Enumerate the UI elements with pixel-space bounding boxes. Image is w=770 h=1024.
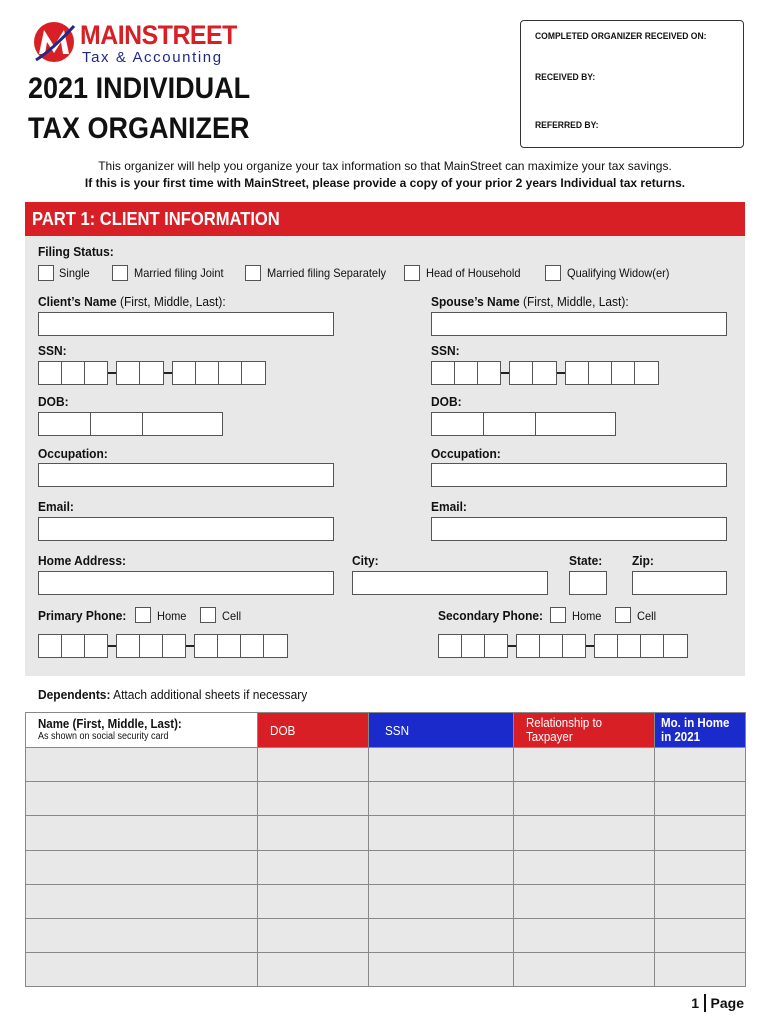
secondary-phone-home-label: Home bbox=[572, 609, 602, 623]
dependent-months-cell[interactable] bbox=[655, 884, 746, 918]
dependent-dob-cell[interactable] bbox=[258, 884, 369, 918]
primary-phone-cell-label: Cell bbox=[222, 609, 242, 623]
dependent-relationship-cell[interactable] bbox=[514, 782, 655, 816]
spouse-occupation-label: Occupation: bbox=[431, 446, 501, 461]
filing-single-checkbox[interactable] bbox=[38, 265, 54, 281]
table-row bbox=[26, 953, 746, 987]
dependent-months-cell[interactable] bbox=[655, 748, 746, 782]
client-email-input[interactable] bbox=[38, 517, 334, 541]
filing-qualifying-widow-label: Qualifying Widow(er) bbox=[567, 266, 670, 280]
mainstreet-logo-icon bbox=[30, 20, 78, 64]
secondary-phone-home-checkbox[interactable] bbox=[550, 607, 566, 623]
client-dob-input[interactable] bbox=[38, 412, 223, 436]
part1-heading: PART 1: CLIENT INFORMATION bbox=[25, 202, 745, 236]
dependent-ssn-cell[interactable] bbox=[369, 782, 514, 816]
dependent-ssn-cell[interactable] bbox=[369, 816, 514, 850]
dependent-months-cell[interactable] bbox=[655, 782, 746, 816]
intro-line-1: This organizer will help you organize your tax information so that MainStreet can maximize your tax savings. bbox=[98, 159, 672, 173]
secondary-phone-label: Secondary Phone: bbox=[438, 608, 544, 623]
secondary-phone-cell-label: Cell bbox=[637, 609, 657, 623]
dependent-name-cell[interactable] bbox=[26, 884, 258, 918]
client-occupation-label: Occupation: bbox=[38, 446, 108, 461]
client-ssn-label: SSN: bbox=[38, 343, 67, 358]
primary-phone-home-checkbox[interactable] bbox=[135, 607, 151, 623]
zip-input[interactable] bbox=[632, 571, 727, 595]
state-input[interactable] bbox=[569, 571, 607, 595]
filing-married-joint-checkbox[interactable] bbox=[112, 265, 128, 281]
spouse-email-input[interactable] bbox=[431, 517, 727, 541]
spouse-email-label: Email: bbox=[431, 499, 467, 514]
filing-status-label: Filing Status: bbox=[38, 244, 114, 259]
client-occupation-input[interactable] bbox=[38, 463, 334, 487]
intro-line-2: If this is your first time with MainStreet, please provide a copy of your prior 2 years Individual tax returns. bbox=[84, 176, 686, 190]
filing-married-joint-label: Married filing Joint bbox=[134, 266, 224, 280]
dependent-relationship-cell[interactable] bbox=[514, 884, 655, 918]
primary-phone-cell-checkbox[interactable] bbox=[200, 607, 216, 623]
spouse-ssn-label: SSN: bbox=[431, 343, 460, 358]
filing-married-separately-label: Married filing Separately bbox=[267, 266, 387, 280]
filing-married-separately-checkbox[interactable] bbox=[245, 265, 261, 281]
spouse-name-label: Spouse’s Name (First, Middle, Last): bbox=[431, 294, 629, 309]
filing-qualifying-widow-checkbox[interactable] bbox=[545, 265, 561, 281]
dependent-dob-cell[interactable] bbox=[258, 850, 369, 884]
dependent-relationship-cell[interactable] bbox=[514, 816, 655, 850]
dependent-relationship-cell[interactable] bbox=[514, 953, 655, 987]
dependent-relationship-cell[interactable] bbox=[514, 850, 655, 884]
table-row bbox=[26, 816, 746, 850]
dependent-months-cell[interactable] bbox=[655, 850, 746, 884]
dependents-title: Dependents: Attach additional sheets if necessary bbox=[38, 687, 308, 702]
dependent-name-cell[interactable] bbox=[26, 748, 258, 782]
col-header-dob: DOB bbox=[258, 713, 369, 748]
home-address-input[interactable] bbox=[38, 571, 334, 595]
dependent-dob-cell[interactable] bbox=[258, 748, 369, 782]
state-label: State: bbox=[569, 553, 603, 568]
zip-label: Zip: bbox=[632, 553, 654, 568]
dependent-name-cell[interactable] bbox=[26, 918, 258, 952]
dependent-name-cell[interactable] bbox=[26, 850, 258, 884]
dependent-ssn-cell[interactable] bbox=[369, 953, 514, 987]
dependent-months-cell[interactable] bbox=[655, 953, 746, 987]
dependent-name-cell[interactable] bbox=[26, 816, 258, 850]
spouse-occupation-input[interactable] bbox=[431, 463, 727, 487]
spouse-dob-input[interactable] bbox=[431, 412, 616, 436]
received-by-label: RECEIVED BY: bbox=[535, 72, 596, 83]
logo-wordmark: MAINSTREET bbox=[80, 20, 237, 50]
secondary-phone-cell-checkbox[interactable] bbox=[615, 607, 631, 623]
office-use-box bbox=[520, 20, 744, 148]
logo-tagline: Tax & Accounting bbox=[82, 49, 223, 66]
dependent-months-cell[interactable] bbox=[655, 816, 746, 850]
col-header-months-in-home: Mo. in Home in 2021 bbox=[655, 713, 746, 748]
spouse-ssn-input[interactable] bbox=[431, 361, 659, 385]
client-dob-label: DOB: bbox=[38, 394, 69, 409]
table-row bbox=[26, 850, 746, 884]
primary-phone-label: Primary Phone: bbox=[38, 608, 127, 623]
dependent-ssn-cell[interactable] bbox=[369, 748, 514, 782]
dependent-dob-cell[interactable] bbox=[258, 816, 369, 850]
dependent-ssn-cell[interactable] bbox=[369, 884, 514, 918]
client-ssn-input[interactable] bbox=[38, 361, 266, 385]
page-title-line-2: TAX ORGANIZER bbox=[28, 112, 250, 145]
dependents-table bbox=[25, 712, 746, 987]
dependent-ssn-cell[interactable] bbox=[369, 850, 514, 884]
referred-by-label: REFERRED BY: bbox=[535, 120, 599, 131]
home-address-label: Home Address: bbox=[38, 553, 126, 568]
table-row bbox=[26, 748, 746, 782]
col-header-name: Name (First, Middle, Last): As shown on social security card bbox=[26, 713, 258, 748]
table-row bbox=[26, 918, 746, 952]
table-row bbox=[26, 782, 746, 816]
filing-single-label: Single bbox=[59, 266, 90, 280]
page-title-line-1: 2021 INDIVIDUAL bbox=[28, 72, 251, 105]
city-label: City: bbox=[352, 553, 379, 568]
primary-phone-input[interactable] bbox=[38, 634, 288, 658]
col-header-ssn: SSN bbox=[369, 713, 514, 748]
spouse-name-input[interactable] bbox=[431, 312, 727, 336]
table-row bbox=[26, 884, 746, 918]
client-email-label: Email: bbox=[38, 499, 74, 514]
client-name-input[interactable] bbox=[38, 312, 334, 336]
dependent-dob-cell[interactable] bbox=[258, 782, 369, 816]
client-name-label: Client’s Name (First, Middle, Last): bbox=[38, 294, 226, 309]
dependent-relationship-cell[interactable] bbox=[514, 748, 655, 782]
city-input[interactable] bbox=[352, 571, 548, 595]
dependent-ssn-cell[interactable] bbox=[369, 918, 514, 952]
col-header-relationship: Relationship to Taxpayer bbox=[514, 713, 655, 748]
dependent-months-cell[interactable] bbox=[655, 918, 746, 952]
page-number: 1 Page bbox=[691, 995, 744, 1011]
primary-phone-home-label: Home bbox=[157, 609, 187, 623]
filing-head-of-household-checkbox[interactable] bbox=[404, 265, 420, 281]
dependent-dob-cell[interactable] bbox=[258, 918, 369, 952]
secondary-phone-input[interactable] bbox=[438, 634, 688, 658]
received-on-label: COMPLETED ORGANIZER RECEIVED ON: bbox=[535, 31, 707, 42]
spouse-dob-label: DOB: bbox=[431, 394, 462, 409]
dependent-dob-cell[interactable] bbox=[258, 953, 369, 987]
filing-head-of-household-label: Head of Household bbox=[426, 266, 521, 280]
dependent-name-cell[interactable] bbox=[26, 953, 258, 987]
dependent-name-cell[interactable] bbox=[26, 782, 258, 816]
dependent-relationship-cell[interactable] bbox=[514, 918, 655, 952]
